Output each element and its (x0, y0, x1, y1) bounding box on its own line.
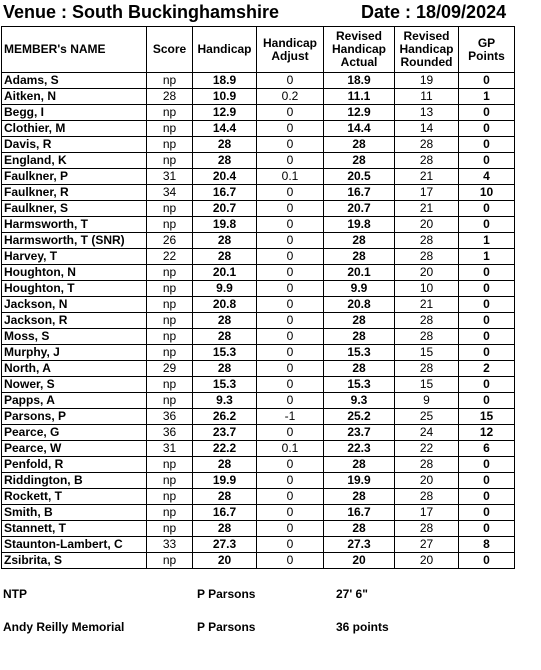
score-cell: 33 (147, 537, 193, 553)
table-row (2, 73, 515, 89)
handicap-adjust-cell: 0 (257, 201, 324, 217)
revised-actual-cell: 28 (324, 489, 395, 505)
handicap-adjust-cell: 0 (257, 457, 324, 473)
table-row (2, 137, 515, 153)
revised-actual-cell: 28 (324, 313, 395, 329)
revised-rounded-cell: 24 (395, 425, 459, 441)
revised-actual-cell: 15.3 (324, 377, 395, 393)
revised-rounded-cell: 20 (395, 553, 459, 569)
revised-rounded-cell: 28 (395, 329, 459, 345)
handicap-adjust-cell: 0 (257, 153, 324, 169)
revised-rounded-cell: 28 (395, 233, 459, 249)
member-name-cell: Faulkner, S (2, 201, 147, 217)
handicap-cell: 20 (193, 553, 257, 569)
score-cell: np (147, 281, 193, 297)
score-cell: np (147, 505, 193, 521)
score-cell: np (147, 153, 193, 169)
handicap-adjust-cell: 0 (257, 297, 324, 313)
revised-actual-cell: 16.7 (324, 505, 395, 521)
revised-rounded-cell: 17 (395, 505, 459, 521)
revised-rounded-cell: 21 (395, 169, 459, 185)
gp-points-cell: 1 (459, 89, 515, 105)
revised-actual-cell: 25.2 (324, 409, 395, 425)
score-cell: np (147, 457, 193, 473)
score-cell: np (147, 553, 193, 569)
member-name-cell: Murphy, J (2, 345, 147, 361)
table-row (2, 281, 515, 297)
handicap-adjust-cell: 0 (257, 121, 324, 137)
table-row (2, 105, 515, 121)
handicap-adjust-cell: 0 (257, 537, 324, 553)
handicap-adjust-cell: 0 (257, 329, 324, 345)
revised-rounded-cell: 20 (395, 265, 459, 281)
member-name-cell: Zsibrita, S (2, 553, 147, 569)
member-name-cell: Harmsworth, T (SNR) (2, 233, 147, 249)
column-header-score: Score (147, 27, 193, 73)
revised-actual-cell: 22.3 (324, 441, 395, 457)
revised-rounded-cell: 15 (395, 345, 459, 361)
footer-label: NTP (3, 587, 27, 601)
gp-points-cell: 10 (459, 185, 515, 201)
handicap-adjust-cell: 0.2 (257, 89, 324, 105)
gp-points-cell: 0 (459, 121, 515, 137)
revised-rounded-cell: 28 (395, 361, 459, 377)
score-cell: 28 (147, 89, 193, 105)
member-name-cell: Staunton-Lambert, C (2, 537, 147, 553)
revised-actual-cell: 28 (324, 249, 395, 265)
handicap-cell: 28 (193, 521, 257, 537)
handicap-cell: 12.9 (193, 105, 257, 121)
handicap-cell: 18.9 (193, 73, 257, 89)
results-table (1, 26, 515, 569)
gp-points-cell: 0 (459, 521, 515, 537)
table-row (2, 505, 515, 521)
handicap-adjust-cell: 0 (257, 505, 324, 521)
revised-actual-cell: 19.9 (324, 473, 395, 489)
handicap-cell: 20.8 (193, 297, 257, 313)
score-cell: 29 (147, 361, 193, 377)
table-row (2, 473, 515, 489)
date-title: Date : 18/09/2024 (361, 2, 507, 22)
revised-rounded-cell: 13 (395, 105, 459, 121)
score-cell: np (147, 105, 193, 121)
handicap-adjust-cell: 0 (257, 233, 324, 249)
member-name-cell: Parsons, P (2, 409, 147, 425)
revised-rounded-cell: 27 (395, 537, 459, 553)
revised-rounded-cell: 28 (395, 521, 459, 537)
gp-points-cell: 0 (459, 297, 515, 313)
column-header-name: MEMBER's NAME (2, 27, 147, 73)
handicap-cell: 20.4 (193, 169, 257, 185)
revised-rounded-cell: 17 (395, 185, 459, 201)
table-row (2, 409, 515, 425)
revised-rounded-cell: 28 (395, 457, 459, 473)
column-header-revised-rounded: Revised Handicap Rounded (395, 27, 459, 73)
member-name-cell: Stannett, T (2, 521, 147, 537)
handicap-adjust-cell: 0 (257, 473, 324, 489)
member-name-cell: Smith, B (2, 505, 147, 521)
revised-actual-cell: 16.7 (324, 185, 395, 201)
table-row (2, 329, 515, 345)
handicap-adjust-cell: 0 (257, 137, 324, 153)
handicap-adjust-cell: 0.1 (257, 441, 324, 457)
member-name-cell: Houghton, N (2, 265, 147, 281)
gp-points-cell: 2 (459, 361, 515, 377)
revised-actual-cell: 9.9 (324, 281, 395, 297)
revised-rounded-cell: 28 (395, 313, 459, 329)
table-row (2, 457, 515, 473)
score-cell: np (147, 377, 193, 393)
gp-points-cell: 1 (459, 249, 515, 265)
table-row (2, 441, 515, 457)
member-name-cell: Harvey, T (2, 249, 147, 265)
score-cell: np (147, 489, 193, 505)
table-row (2, 537, 515, 553)
member-name-cell: Harmsworth, T (2, 217, 147, 233)
gp-points-cell: 0 (459, 489, 515, 505)
revised-rounded-cell: 21 (395, 297, 459, 313)
handicap-cell: 16.7 (193, 505, 257, 521)
handicap-cell: 22.2 (193, 441, 257, 457)
handicap-cell: 10.9 (193, 89, 257, 105)
handicap-adjust-cell: 0 (257, 553, 324, 569)
column-header-gp-points: GP Points (459, 27, 515, 73)
gp-points-cell: 0 (459, 393, 515, 409)
revised-actual-cell: 9.3 (324, 393, 395, 409)
revised-actual-cell: 28 (324, 521, 395, 537)
table-row (2, 217, 515, 233)
revised-rounded-cell: 28 (395, 489, 459, 505)
revised-actual-cell: 28 (324, 137, 395, 153)
revised-rounded-cell: 22 (395, 441, 459, 457)
gp-points-cell: 4 (459, 169, 515, 185)
revised-rounded-cell: 19 (395, 73, 459, 89)
handicap-adjust-cell: 0 (257, 185, 324, 201)
table-row (2, 361, 515, 377)
handicap-cell: 14.4 (193, 121, 257, 137)
table-row (2, 249, 515, 265)
revised-actual-cell: 28 (324, 457, 395, 473)
revised-actual-cell: 27.3 (324, 537, 395, 553)
handicap-cell: 15.3 (193, 377, 257, 393)
handicap-cell: 9.9 (193, 281, 257, 297)
table-row (2, 89, 515, 105)
venue-title: Venue : South Buckinghamshire (3, 2, 280, 22)
table-row (2, 297, 515, 313)
score-cell: np (147, 521, 193, 537)
handicap-adjust-cell: 0 (257, 377, 324, 393)
table-row (2, 521, 515, 537)
header-row (2, 27, 515, 73)
score-cell: 31 (147, 441, 193, 457)
revised-actual-cell: 11.1 (324, 89, 395, 105)
member-name-cell: Moss, S (2, 329, 147, 345)
score-cell: np (147, 217, 193, 233)
handicap-cell: 16.7 (193, 185, 257, 201)
revised-rounded-cell: 15 (395, 377, 459, 393)
gp-points-cell: 0 (459, 73, 515, 89)
handicap-cell: 23.7 (193, 425, 257, 441)
gp-points-cell: 0 (459, 313, 515, 329)
handicap-adjust-cell: 0 (257, 425, 324, 441)
member-name-cell: Aitken, N (2, 89, 147, 105)
handicap-adjust-cell: 0 (257, 313, 324, 329)
column-header-handicap: Handicap (193, 27, 257, 73)
score-cell: np (147, 297, 193, 313)
column-header-revised-actual: Revised Handicap Actual (324, 27, 395, 73)
member-name-cell: North, A (2, 361, 147, 377)
revised-actual-cell: 20.7 (324, 201, 395, 217)
table-row (2, 153, 515, 169)
score-cell: np (147, 393, 193, 409)
handicap-cell: 28 (193, 233, 257, 249)
member-name-cell: Jackson, N (2, 297, 147, 313)
revised-rounded-cell: 28 (395, 249, 459, 265)
handicap-cell: 28 (193, 313, 257, 329)
revised-actual-cell: 20.5 (324, 169, 395, 185)
member-name-cell: Pearce, G (2, 425, 147, 441)
table-row (2, 553, 515, 569)
revised-rounded-cell: 28 (395, 153, 459, 169)
gp-points-cell: 0 (459, 329, 515, 345)
member-name-cell: Riddington, B (2, 473, 147, 489)
table-row (2, 265, 515, 281)
handicap-cell: 15.3 (193, 345, 257, 361)
handicap-adjust-cell: 0 (257, 265, 324, 281)
gp-points-cell: 0 (459, 153, 515, 169)
handicap-cell: 28 (193, 489, 257, 505)
footer-label: Andy Reilly Memorial (3, 620, 125, 634)
handicap-cell: 20.1 (193, 265, 257, 281)
score-cell: np (147, 265, 193, 281)
handicap-cell: 19.8 (193, 217, 257, 233)
revised-actual-cell: 18.9 (324, 73, 395, 89)
member-name-cell: Adams, S (2, 73, 147, 89)
revised-actual-cell: 20 (324, 553, 395, 569)
revised-actual-cell: 20.1 (324, 265, 395, 281)
handicap-cell: 20.7 (193, 201, 257, 217)
footer-value: 27' 6" (336, 587, 368, 601)
footer-winner: P Parsons (197, 620, 256, 634)
footer-winner: P Parsons (197, 587, 256, 601)
score-cell: np (147, 137, 193, 153)
score-cell: 34 (147, 185, 193, 201)
table-row (2, 313, 515, 329)
gp-points-cell: 0 (459, 281, 515, 297)
member-name-cell: Papps, A (2, 393, 147, 409)
revised-rounded-cell: 11 (395, 89, 459, 105)
revised-rounded-cell: 10 (395, 281, 459, 297)
revised-rounded-cell: 14 (395, 121, 459, 137)
handicap-adjust-cell: 0 (257, 73, 324, 89)
table-row (2, 233, 515, 249)
member-name-cell: Begg, I (2, 105, 147, 121)
score-cell: np (147, 73, 193, 89)
handicap-adjust-cell: 0 (257, 217, 324, 233)
handicap-adjust-cell: 0 (257, 361, 324, 377)
score-cell: np (147, 473, 193, 489)
member-name-cell: Rockett, T (2, 489, 147, 505)
gp-points-cell: 0 (459, 265, 515, 281)
score-cell: 26 (147, 233, 193, 249)
handicap-adjust-cell: -1 (257, 409, 324, 425)
revised-actual-cell: 14.4 (324, 121, 395, 137)
gp-points-cell: 8 (459, 537, 515, 553)
score-cell: np (147, 329, 193, 345)
revised-actual-cell: 28 (324, 361, 395, 377)
member-name-cell: Clothier, M (2, 121, 147, 137)
gp-points-cell: 1 (459, 233, 515, 249)
table-row (2, 377, 515, 393)
revised-rounded-cell: 21 (395, 201, 459, 217)
revised-rounded-cell: 28 (395, 137, 459, 153)
member-name-cell: Davis, R (2, 137, 147, 153)
revised-actual-cell: 23.7 (324, 425, 395, 441)
handicap-adjust-cell: 0 (257, 521, 324, 537)
handicap-cell: 9.3 (193, 393, 257, 409)
member-name-cell: Pearce, W (2, 441, 147, 457)
revised-actual-cell: 15.3 (324, 345, 395, 361)
gp-points-cell: 15 (459, 409, 515, 425)
handicap-cell: 27.3 (193, 537, 257, 553)
revised-actual-cell: 28 (324, 329, 395, 345)
table-row (2, 489, 515, 505)
gp-points-cell: 0 (459, 137, 515, 153)
table-row (2, 393, 515, 409)
handicap-adjust-cell: 0 (257, 249, 324, 265)
gp-points-cell: 12 (459, 425, 515, 441)
score-cell: np (147, 313, 193, 329)
handicap-adjust-cell: 0 (257, 105, 324, 121)
handicap-adjust-cell: 0 (257, 393, 324, 409)
gp-points-cell: 0 (459, 505, 515, 521)
column-header-handicap-adjust: Handicap Adjust (257, 27, 324, 73)
handicap-cell: 28 (193, 249, 257, 265)
table-body (2, 73, 515, 569)
revised-actual-cell: 28 (324, 233, 395, 249)
member-name-cell: Jackson, R (2, 313, 147, 329)
member-name-cell: Faulkner, P (2, 169, 147, 185)
score-cell: 36 (147, 409, 193, 425)
gp-points-cell: 0 (459, 105, 515, 121)
score-cell: np (147, 201, 193, 217)
revised-actual-cell: 12.9 (324, 105, 395, 121)
gp-points-cell: 0 (459, 457, 515, 473)
handicap-cell: 28 (193, 457, 257, 473)
table-row (2, 169, 515, 185)
revised-actual-cell: 20.8 (324, 297, 395, 313)
score-cell: np (147, 345, 193, 361)
gp-points-cell: 0 (459, 377, 515, 393)
handicap-adjust-cell: 0 (257, 281, 324, 297)
score-cell: 31 (147, 169, 193, 185)
table-row (2, 185, 515, 201)
gp-points-cell: 0 (459, 553, 515, 569)
table-row (2, 345, 515, 361)
table-row (2, 121, 515, 137)
revised-rounded-cell: 25 (395, 409, 459, 425)
score-cell: 36 (147, 425, 193, 441)
score-cell: np (147, 121, 193, 137)
handicap-cell: 28 (193, 361, 257, 377)
member-name-cell: Nower, S (2, 377, 147, 393)
gp-points-cell: 0 (459, 473, 515, 489)
revised-actual-cell: 19.8 (324, 217, 395, 233)
revised-rounded-cell: 9 (395, 393, 459, 409)
table-row (2, 425, 515, 441)
handicap-cell: 28 (193, 329, 257, 345)
gp-points-cell: 0 (459, 345, 515, 361)
revised-rounded-cell: 20 (395, 473, 459, 489)
handicap-adjust-cell: 0 (257, 489, 324, 505)
revised-actual-cell: 28 (324, 153, 395, 169)
handicap-cell: 28 (193, 153, 257, 169)
gp-points-cell: 0 (459, 201, 515, 217)
table-row (2, 201, 515, 217)
score-cell: 22 (147, 249, 193, 265)
handicap-cell: 28 (193, 137, 257, 153)
revised-rounded-cell: 20 (395, 217, 459, 233)
gp-points-cell: 0 (459, 217, 515, 233)
handicap-adjust-cell: 0.1 (257, 169, 324, 185)
footer-value: 36 points (336, 620, 389, 634)
member-name-cell: Houghton, T (2, 281, 147, 297)
handicap-cell: 19.9 (193, 473, 257, 489)
sheet-header (0, 0, 541, 26)
handicap-adjust-cell: 0 (257, 345, 324, 361)
member-name-cell: Penfold, R (2, 457, 147, 473)
member-name-cell: Faulkner, R (2, 185, 147, 201)
gp-points-cell: 6 (459, 441, 515, 457)
handicap-cell: 26.2 (193, 409, 257, 425)
member-name-cell: England, K (2, 153, 147, 169)
